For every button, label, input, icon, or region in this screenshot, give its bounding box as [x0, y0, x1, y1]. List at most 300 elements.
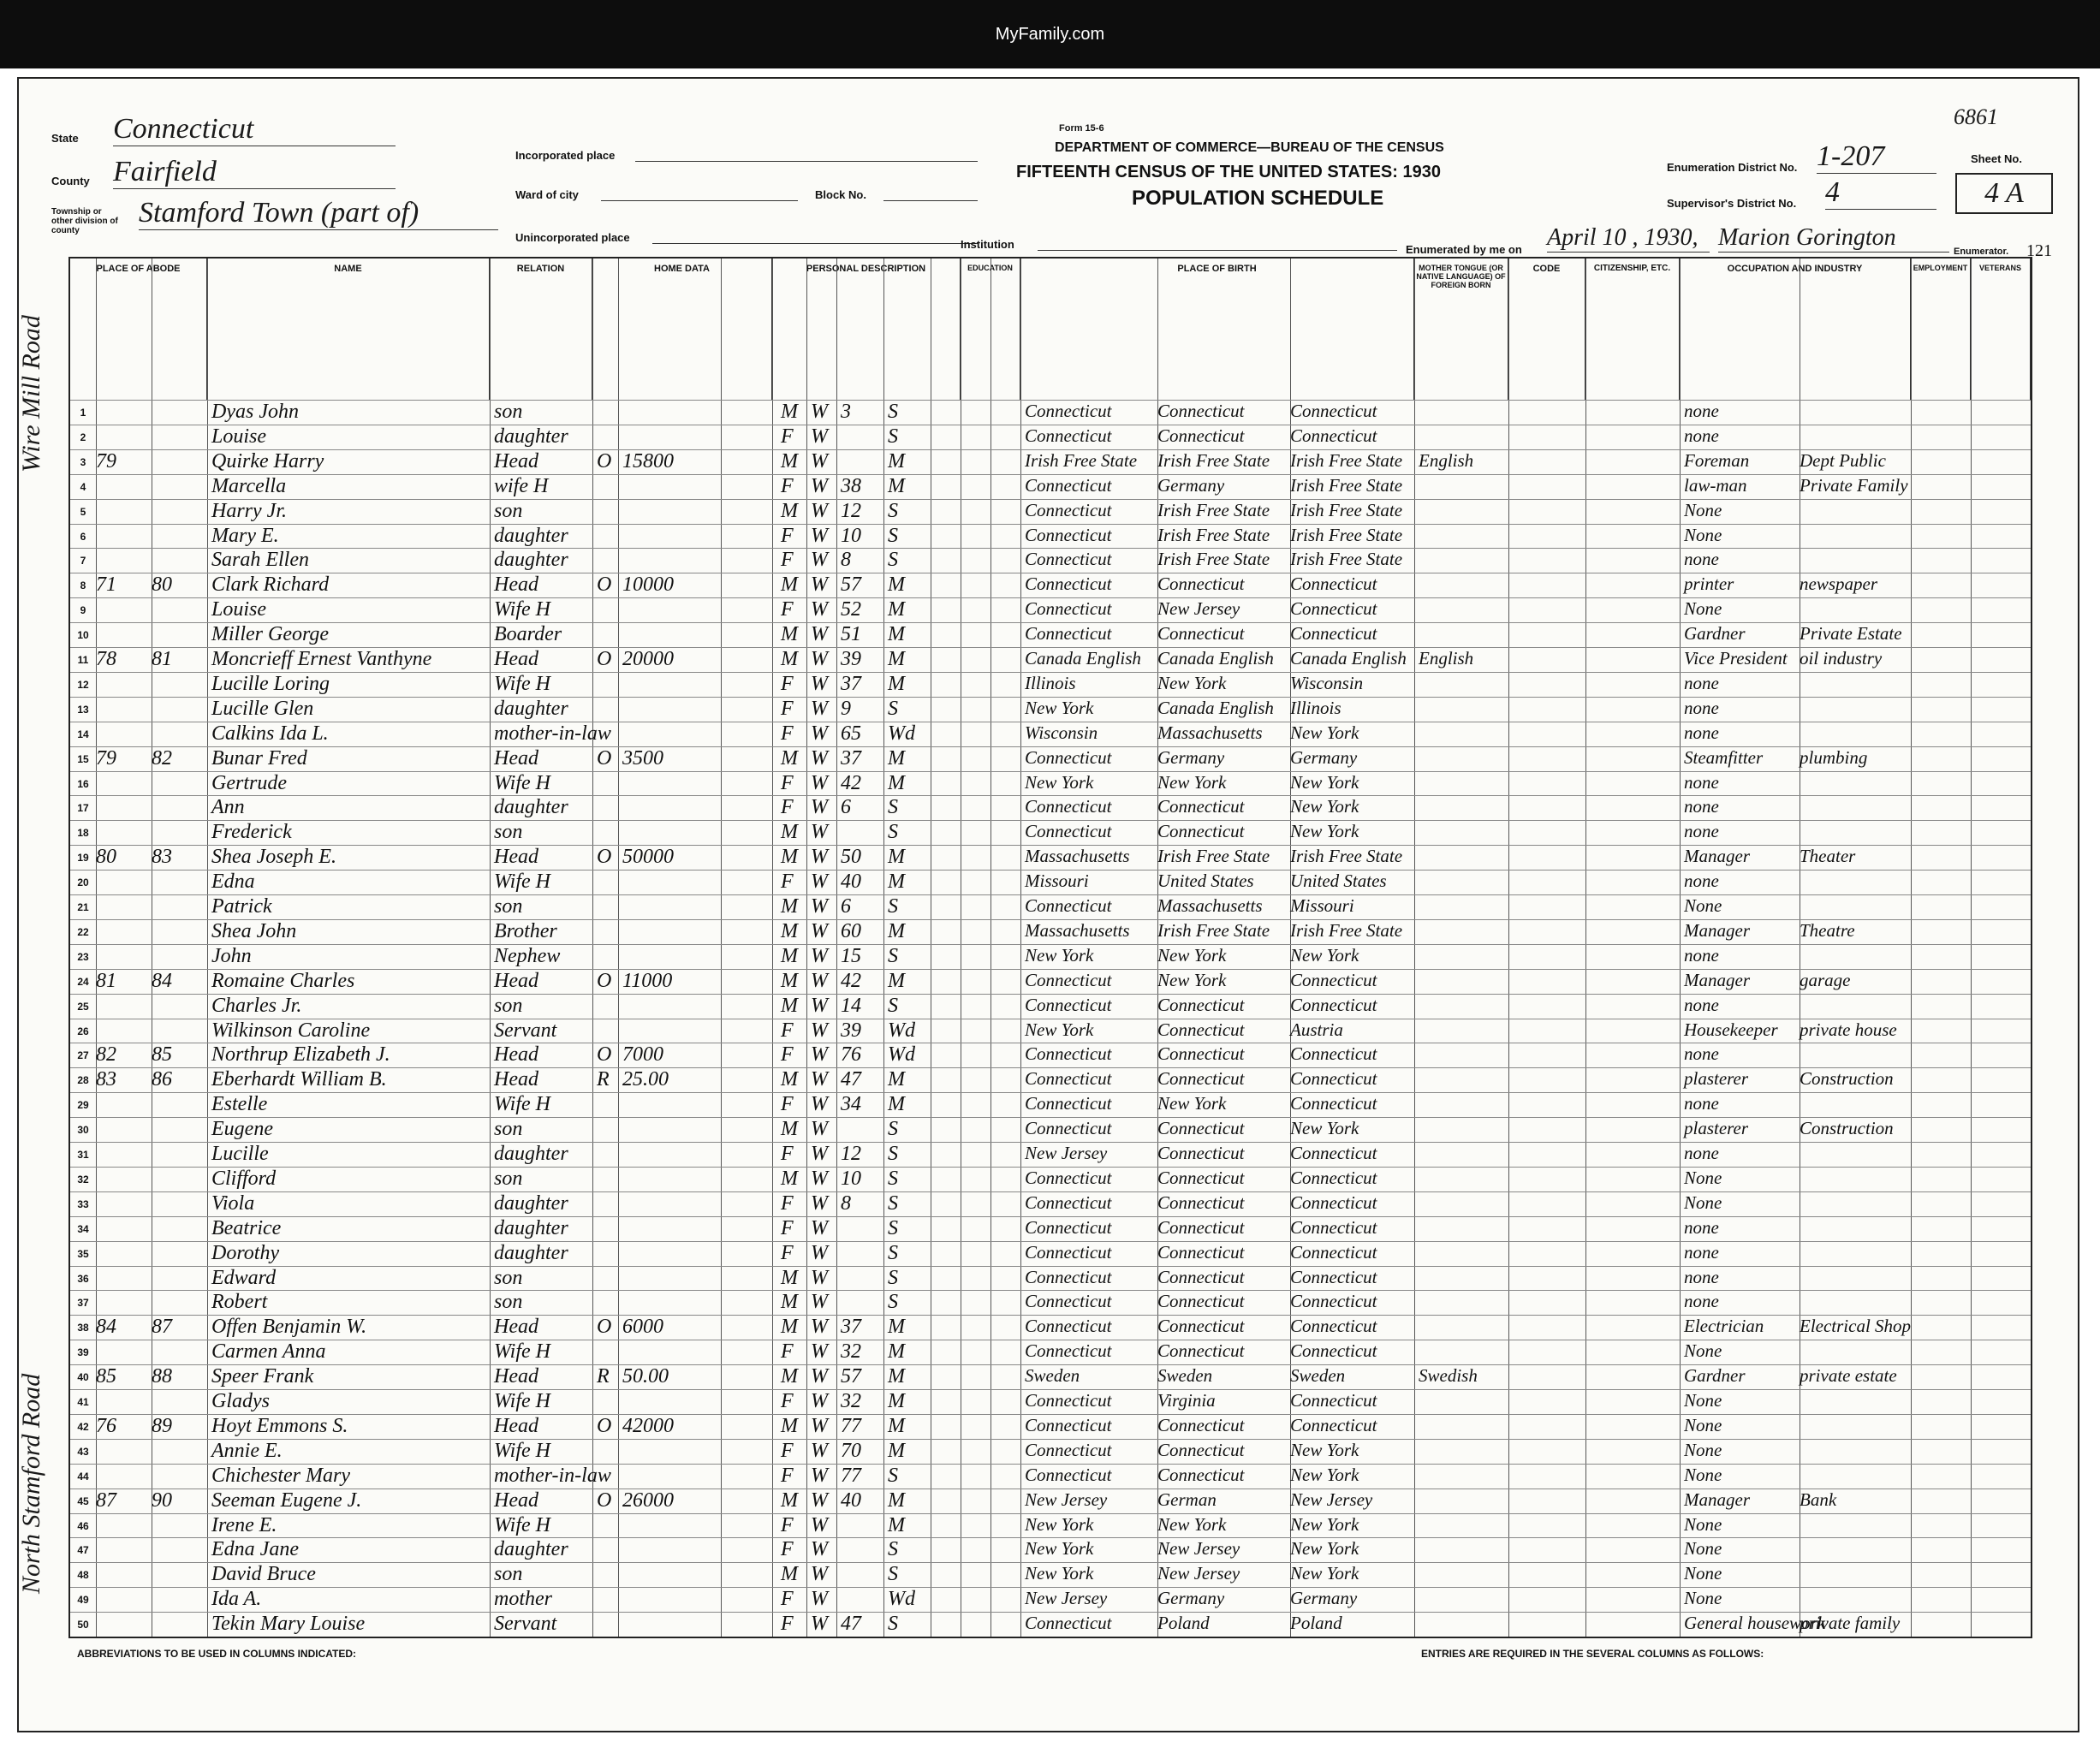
age: 77 — [841, 1414, 861, 1437]
sheet-number: 4 A — [1955, 173, 2053, 214]
line-number: 16 — [77, 777, 89, 790]
occupation: none — [1684, 821, 1719, 842]
relation: son — [494, 821, 523, 844]
relation: Head — [494, 1043, 538, 1067]
mother-birthplace: New York — [1290, 1439, 1359, 1460]
sex: F — [781, 672, 794, 695]
marital-status: M — [888, 449, 905, 472]
birthplace: Connecticut — [1025, 994, 1112, 1015]
father-birthplace: United States — [1157, 871, 1254, 892]
father-birthplace: New York — [1157, 944, 1227, 966]
person-name: Miller George — [211, 623, 330, 646]
marital-status: M — [888, 1340, 905, 1364]
mother-birthplace: New York — [1290, 796, 1359, 817]
relation: wife H — [494, 474, 549, 497]
race: W — [811, 1143, 828, 1165]
mother-birthplace: Wisconsin — [1290, 672, 1364, 693]
mother-birthplace: Poland — [1290, 1613, 1342, 1634]
person-name: Clifford — [211, 1167, 277, 1190]
line-number: 33 — [77, 1197, 89, 1210]
family-number: 90 — [152, 1489, 172, 1512]
col-home-data: HOME DATA — [592, 258, 772, 400]
mother-birthplace: Connecticut — [1290, 1191, 1377, 1213]
marital-status: M — [888, 1068, 905, 1091]
relation: son — [494, 499, 523, 522]
birthplace: Canada English — [1025, 648, 1141, 668]
col-employment: EMPLOYMENT — [1911, 258, 1971, 400]
age: 40 — [841, 1489, 861, 1512]
dwelling-number: 81 — [96, 969, 116, 992]
marital-status: S — [888, 1241, 898, 1264]
mother-tongue: English — [1419, 449, 1474, 471]
relation: Head — [494, 746, 538, 770]
race: W — [811, 1513, 828, 1536]
line-number: 50 — [77, 1619, 89, 1631]
occupation: none — [1684, 994, 1719, 1015]
mother-birthplace: United States — [1290, 871, 1387, 892]
race: W — [811, 796, 828, 819]
occupation: none — [1684, 1291, 1719, 1312]
page-corner-number: 121 — [2026, 241, 2052, 260]
marital-status: M — [888, 871, 905, 894]
col-relation: RELATION — [490, 258, 592, 400]
occupation: None — [1684, 1588, 1722, 1609]
marital-status: M — [888, 474, 905, 497]
industry: Private Estate — [1800, 623, 1902, 645]
marital-status: M — [888, 1513, 905, 1536]
sex: M — [781, 1414, 798, 1437]
race: W — [811, 722, 828, 745]
line-number: 12 — [77, 678, 89, 691]
occupation: printer — [1684, 573, 1734, 595]
birthplace: Connecticut — [1025, 1118, 1112, 1139]
sex: F — [781, 425, 794, 448]
mother-birthplace: Irish Free State — [1290, 919, 1403, 941]
person-name: Calkins Ida L. — [211, 722, 329, 745]
person-name: Quirke Harry — [211, 449, 324, 472]
relation: Head — [494, 1316, 538, 1339]
person-name: Louise — [211, 598, 267, 621]
father-birthplace: Irish Free State — [1157, 919, 1270, 941]
col-veterans: VETERANS — [1971, 258, 2031, 400]
marital-status: M — [888, 1439, 905, 1462]
marital-status: M — [888, 623, 905, 646]
father-birthplace: New Jersey — [1157, 598, 1240, 620]
occupation: Manager — [1684, 919, 1750, 941]
person-name: Estelle — [211, 1093, 268, 1116]
home-value: 50.00 — [622, 1365, 669, 1388]
mother-birthplace: Connecticut — [1290, 994, 1377, 1015]
person-name: Wilkinson Caroline — [211, 1019, 371, 1042]
race: W — [811, 1563, 828, 1586]
occupation: plasterer — [1684, 1118, 1749, 1139]
marital-status: S — [888, 1266, 898, 1289]
father-birthplace: Connecticut — [1157, 401, 1245, 421]
birthplace: New Jersey — [1025, 1588, 1108, 1609]
marital-status: Wd — [888, 722, 915, 745]
race: W — [811, 1167, 828, 1190]
father-birthplace: Connecticut — [1157, 1316, 1245, 1337]
home-owned: O — [597, 746, 612, 770]
line-number: 38 — [77, 1322, 89, 1334]
marital-status: M — [888, 1390, 905, 1412]
industry: private house — [1800, 1019, 1897, 1040]
dwelling-number: 83 — [96, 1068, 116, 1091]
father-birthplace: Irish Free State — [1157, 846, 1270, 867]
relation: daughter — [494, 1191, 568, 1215]
race: W — [811, 821, 828, 844]
line-number: 8 — [80, 579, 86, 592]
dwelling-number: 79 — [96, 449, 116, 472]
mother-birthplace: Connecticut — [1290, 598, 1377, 620]
occupation: Manager — [1684, 969, 1750, 990]
occupation: None — [1684, 1563, 1722, 1584]
race: W — [811, 1613, 828, 1636]
line-number: 17 — [77, 802, 89, 815]
birthplace: Connecticut — [1025, 796, 1112, 817]
marital-status: S — [888, 697, 898, 720]
age: 39 — [841, 648, 861, 670]
home-owned: R — [597, 1068, 610, 1091]
sex: M — [781, 1266, 798, 1289]
birthplace: Missouri — [1025, 871, 1089, 892]
sex: M — [781, 895, 798, 918]
sheet-label: Sheet No. — [1971, 152, 2022, 165]
birthplace: Connecticut — [1025, 499, 1112, 520]
sex: F — [781, 598, 794, 621]
relation: Head — [494, 969, 538, 992]
race: W — [811, 1093, 828, 1116]
occupation: None — [1684, 1340, 1722, 1362]
occupation: None — [1684, 1464, 1722, 1485]
father-birthplace: Connecticut — [1157, 1464, 1245, 1485]
line-number: 1 — [80, 407, 86, 419]
township-value: Stamford Town (part of) — [139, 197, 498, 230]
occupation: none — [1684, 1143, 1719, 1163]
race: W — [811, 1340, 828, 1364]
relation: Boarder — [494, 623, 562, 646]
relation: Wife H — [494, 771, 550, 794]
dwelling-number: 84 — [96, 1316, 116, 1339]
mother-birthplace: New York — [1290, 821, 1359, 842]
father-birthplace: New York — [1157, 771, 1227, 793]
home-owned: O — [597, 846, 612, 869]
race: W — [811, 1118, 828, 1141]
industry: Dept Public — [1800, 449, 1886, 471]
line-number: 49 — [77, 1594, 89, 1607]
marital-status: M — [888, 1414, 905, 1437]
race: W — [811, 449, 828, 472]
father-birthplace: Germany — [1157, 1588, 1225, 1609]
marital-status: S — [888, 1191, 898, 1215]
race: W — [811, 1489, 828, 1512]
birthplace: Irish Free State — [1025, 449, 1138, 471]
line-number: 45 — [77, 1494, 89, 1507]
age: 32 — [841, 1390, 861, 1412]
occupation: None — [1684, 1191, 1722, 1213]
age: 34 — [841, 1093, 861, 1116]
age: 6 — [841, 796, 851, 819]
birthplace: Connecticut — [1025, 623, 1112, 645]
birthplace: Connecticut — [1025, 524, 1112, 545]
dwelling-number: 82 — [96, 1043, 116, 1067]
sex: M — [781, 1365, 798, 1388]
race: W — [811, 1365, 828, 1388]
industry: Electrical Shop — [1800, 1316, 1912, 1337]
race: W — [811, 944, 828, 967]
mother-birthplace: New York — [1290, 1538, 1359, 1560]
home-owned: O — [597, 648, 612, 670]
occupation: none — [1684, 944, 1719, 966]
occupation: none — [1684, 697, 1719, 718]
industry: newspaper — [1800, 573, 1877, 595]
mother-birthplace: Connecticut — [1290, 1093, 1377, 1114]
occupation: Steamfitter — [1684, 746, 1764, 768]
marital-status: M — [888, 573, 905, 597]
person-name: Speer Frank — [211, 1365, 314, 1388]
dwelling-number: 78 — [96, 648, 116, 670]
marital-status: Wd — [888, 1588, 915, 1611]
relation: Head — [494, 1489, 538, 1512]
marital-status: S — [888, 1143, 898, 1165]
relation: daughter — [494, 1143, 568, 1165]
sex: F — [781, 1613, 794, 1636]
sex: M — [781, 1291, 798, 1314]
institution-label: Institution — [961, 238, 1014, 251]
occupation: None — [1684, 524, 1722, 545]
marital-status: S — [888, 1563, 898, 1586]
person-name: David Bruce — [211, 1563, 316, 1586]
person-name: Mary E. — [211, 524, 279, 547]
father-birthplace: Connecticut — [1157, 1340, 1245, 1362]
birthplace: Connecticut — [1025, 1191, 1112, 1213]
marital-status: S — [888, 1167, 898, 1190]
home-value: 15800 — [622, 449, 674, 472]
dwelling-number: 85 — [96, 1365, 116, 1388]
col-code: CODE — [1508, 258, 1585, 400]
father-birthplace: Connecticut — [1157, 1191, 1245, 1213]
sex: M — [781, 969, 798, 992]
birthplace: New Jersey — [1025, 1143, 1108, 1163]
grid-column-line — [207, 258, 208, 1637]
occupation: plasterer — [1684, 1068, 1749, 1090]
race: W — [811, 1316, 828, 1339]
age: 15 — [841, 944, 861, 967]
footer — [68, 1639, 2029, 1716]
marital-status: S — [888, 944, 898, 967]
father-birthplace: New York — [1157, 1513, 1227, 1535]
mother-birthplace: Canada English — [1290, 648, 1407, 668]
col-citizenship: CITIZENSHIP, ETC. — [1585, 258, 1680, 400]
line-number: 10 — [77, 629, 89, 642]
line-number: 29 — [77, 1099, 89, 1112]
relation: Wife H — [494, 1093, 550, 1116]
relation: son — [494, 1118, 523, 1141]
mother-birthplace: Germany — [1290, 746, 1358, 768]
race: W — [811, 1068, 828, 1091]
age: 3 — [841, 401, 851, 423]
form-number: Form 15-6 — [1059, 123, 1104, 134]
father-birthplace: Connecticut — [1157, 1266, 1245, 1287]
grid-column-line — [721, 258, 722, 1637]
sex: M — [781, 1316, 798, 1339]
sex: F — [781, 1439, 794, 1462]
occupation: Vice President — [1684, 648, 1788, 668]
line-number: 41 — [77, 1396, 89, 1408]
father-birthplace: Connecticut — [1157, 1043, 1245, 1065]
relation: Head — [494, 1068, 538, 1091]
race: W — [811, 1390, 828, 1412]
occupation: none — [1684, 1216, 1719, 1238]
birthplace: Connecticut — [1025, 425, 1112, 446]
relation: Wife H — [494, 672, 550, 695]
age: 42 — [841, 771, 861, 794]
line-number: 18 — [77, 827, 89, 840]
mother-birthplace: Connecticut — [1290, 1340, 1377, 1362]
relation: mother — [494, 1588, 552, 1611]
birthplace: Connecticut — [1025, 573, 1112, 595]
person-name: Edward — [211, 1266, 277, 1289]
occupation: Gardner — [1684, 1365, 1746, 1387]
grid-column-line — [1020, 258, 1021, 1637]
col-occupation: OCCUPATION AND INDUSTRY — [1680, 258, 1911, 400]
race: W — [811, 1439, 828, 1462]
sex: F — [781, 549, 794, 572]
line-number: 20 — [77, 876, 89, 889]
age: 77 — [841, 1464, 861, 1487]
marital-status: M — [888, 598, 905, 621]
industry: Bank — [1800, 1489, 1837, 1510]
ed-label: Enumeration District No. — [1667, 161, 1798, 174]
birthplace: Connecticut — [1025, 1390, 1112, 1411]
birthplace: Connecticut — [1025, 1464, 1112, 1485]
home-owned: O — [597, 1489, 612, 1512]
marital-status: S — [888, 1538, 898, 1561]
father-birthplace: Sweden — [1157, 1365, 1213, 1387]
sex: F — [781, 474, 794, 497]
grid-column-line — [772, 258, 773, 1637]
birthplace: Connecticut — [1025, 1241, 1112, 1263]
grid-column-line — [806, 258, 807, 1637]
line-number: 7 — [80, 555, 86, 567]
occupation: law-man — [1684, 474, 1747, 496]
line-number: 43 — [77, 1445, 89, 1458]
age: 8 — [841, 549, 851, 572]
line-number: 21 — [77, 901, 89, 913]
age: 37 — [841, 672, 861, 695]
sex: M — [781, 499, 798, 522]
father-birthplace: German — [1157, 1489, 1217, 1510]
person-name: Romaine Charles — [211, 969, 355, 992]
mother-birthplace: Connecticut — [1290, 573, 1377, 595]
block-line — [883, 200, 978, 201]
father-birthplace: Connecticut — [1157, 1439, 1245, 1460]
sex: F — [781, 1019, 794, 1042]
line-number: 31 — [77, 1149, 89, 1161]
col-place-of-abode: PLACE OF ABODE — [70, 258, 207, 400]
age: 39 — [841, 1019, 861, 1042]
mother-birthplace: Irish Free State — [1290, 524, 1403, 545]
marital-status: S — [888, 1118, 898, 1141]
sex: F — [781, 1143, 794, 1165]
grid-column-line — [836, 258, 837, 1637]
family-number: 87 — [152, 1316, 172, 1339]
line-number: 48 — [77, 1569, 89, 1582]
occupation: none — [1684, 771, 1719, 793]
race: W — [811, 1538, 828, 1561]
grid-column-line — [883, 258, 884, 1637]
sex: F — [781, 1464, 794, 1487]
age: 12 — [841, 499, 861, 522]
birthplace: Connecticut — [1025, 1340, 1112, 1362]
sex: M — [781, 1489, 798, 1512]
person-name: Marcella — [211, 474, 287, 497]
supervisor-label: Supervisor's District No. — [1667, 197, 1797, 210]
father-birthplace: Connecticut — [1157, 425, 1245, 446]
relation: mother-in-law — [494, 722, 611, 745]
person-name: Eugene — [211, 1118, 273, 1141]
grid-column-line — [1414, 258, 1415, 1637]
industry: plumbing — [1800, 746, 1868, 768]
relation: son — [494, 1291, 523, 1314]
home-value: 42000 — [622, 1414, 674, 1437]
home-value: 25.00 — [622, 1068, 669, 1091]
birthplace: New York — [1025, 1513, 1094, 1535]
state-value: Connecticut — [113, 113, 396, 146]
mother-birthplace: Missouri — [1290, 895, 1354, 916]
sex: M — [781, 573, 798, 597]
race: W — [811, 1291, 828, 1314]
line-number: 46 — [77, 1519, 89, 1532]
relation: son — [494, 401, 523, 423]
family-number: 84 — [152, 969, 172, 992]
home-owned: O — [597, 1043, 612, 1067]
home-owned: O — [597, 969, 612, 992]
occupation: Housekeeper — [1684, 1019, 1778, 1040]
marital-status: S — [888, 425, 898, 448]
dwelling-number: 76 — [96, 1414, 116, 1437]
marital-status: M — [888, 846, 905, 869]
race: W — [811, 846, 828, 869]
home-value: 20000 — [622, 648, 674, 670]
occupation: none — [1684, 722, 1719, 743]
mother-birthplace: New York — [1290, 722, 1359, 743]
industry: Construction — [1800, 1068, 1894, 1090]
state-label: State — [51, 132, 79, 145]
age: 6 — [841, 895, 851, 918]
line-number: 6 — [80, 530, 86, 543]
home-value: 6000 — [622, 1316, 663, 1339]
age: 57 — [841, 573, 861, 597]
age: 40 — [841, 871, 861, 894]
home-value: 3500 — [622, 746, 663, 770]
dwelling-number: 80 — [96, 846, 116, 869]
line-number: 24 — [77, 975, 89, 988]
occupation: none — [1684, 672, 1719, 693]
sex: M — [781, 746, 798, 770]
marital-status: M — [888, 746, 905, 770]
mother-birthplace: Connecticut — [1290, 1167, 1377, 1188]
father-birthplace: Irish Free State — [1157, 499, 1270, 520]
father-birthplace: Connecticut — [1157, 1068, 1245, 1090]
father-birthplace: Connecticut — [1157, 1216, 1245, 1238]
line-number: 14 — [77, 728, 89, 740]
line-number: 28 — [77, 1074, 89, 1087]
sex: F — [781, 697, 794, 720]
relation: son — [494, 1167, 523, 1190]
birthplace: Connecticut — [1025, 821, 1112, 842]
birthplace: New York — [1025, 697, 1094, 718]
